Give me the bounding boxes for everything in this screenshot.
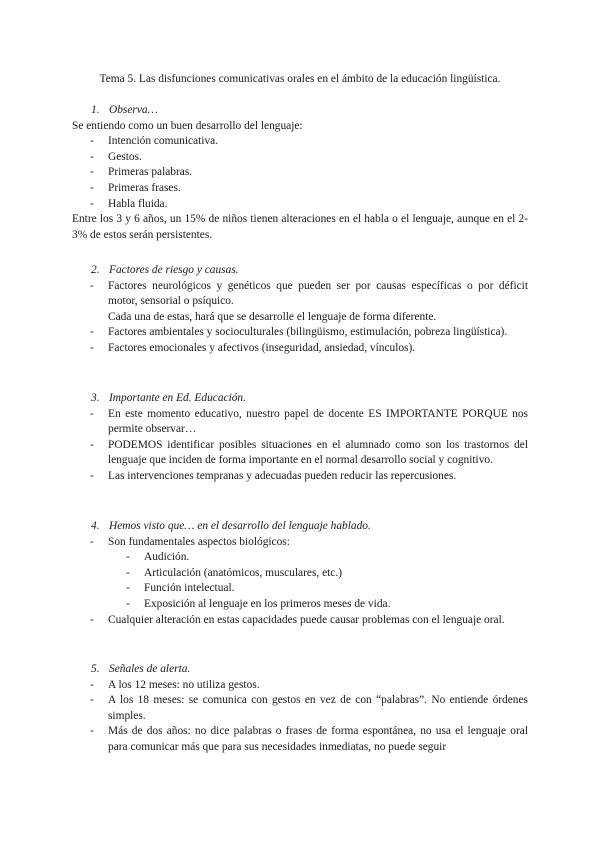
- section-number: 3.: [91, 392, 100, 404]
- bullet-list: [72, 678, 528, 756]
- section-2: [72, 263, 528, 357]
- sub-bullet-list: [72, 550, 528, 612]
- section-number: 1.: [91, 104, 100, 116]
- section-3: [72, 391, 528, 485]
- list-item: - Intención comunicativa.: [72, 134, 528, 150]
- bullet-list: [72, 407, 528, 485]
- bullet-list: [72, 535, 528, 551]
- page-title: Tema 5. Las disfunciones comunicativas orales en el ámbito de la educación lingüística.: [99, 73, 501, 85]
- section-heading: [72, 391, 528, 407]
- section-heading: [72, 519, 528, 535]
- section-number: 5.: [91, 663, 100, 675]
- bullet-list: [72, 134, 528, 212]
- section-heading: [72, 263, 528, 279]
- list-item: - Factores ambientales y socioculturales (bilingüismo, estimulación, pobreza lingüística).: [72, 325, 528, 341]
- section-number: 4.: [91, 520, 100, 532]
- list-item: - Gestos.: [72, 150, 528, 166]
- list-item: - Cualquier alteración en estas capacidades puede causar problemas con el lenguaje oral.: [72, 613, 528, 629]
- section-intro: Se entiendo como un buen desarrollo del lenguaje:: [72, 119, 303, 132]
- list-item: - Habla fluida.: [72, 197, 528, 213]
- list-item: - Primeras frases.: [72, 181, 528, 197]
- list-item: - En este momento educativo, nuestro papel de docente ES IMPORTANTE PORQUE nos permite observar…: [72, 407, 528, 438]
- list-item-text: - Factores neurológicos y genéticos que pueden ser por causas específicas o por déficit motor, sensorial o psíquico.: [108, 279, 528, 308]
- list-item: - Primeras palabras.: [72, 165, 528, 181]
- section-heading: [72, 103, 528, 119]
- list-item-text: - Son fundamentales aspectos biológicos:: [108, 535, 290, 548]
- section-title: Importante en Ed. Educación.: [109, 392, 246, 404]
- section-5: [72, 662, 528, 756]
- section-title: Factores de riesgo y causas.: [109, 264, 239, 276]
- sub-list-item: - Audición.: [72, 550, 528, 566]
- section-number: 2.: [91, 264, 100, 276]
- bullet-list: [72, 279, 528, 357]
- section-title: Observa…: [109, 104, 158, 116]
- list-item: - A los 18 meses: se comunica con gestos en vez de con “palabras”. No entiende órdenes simples.: [72, 693, 528, 724]
- list-item: - A los 12 meses: no utiliza gestos.: [72, 678, 528, 694]
- list-item-continuation: Cada una de estas, hará que se desarrolle el lenguaje de forma diferente.: [108, 310, 437, 323]
- sub-list-item: - Exposición al lenguaje en los primeros meses de vida.: [72, 597, 528, 613]
- bullet-list: [72, 613, 528, 629]
- section-title: Señales de alerta.: [109, 663, 191, 675]
- sub-list-item: - Articulación (anatómicos, musculares, etc.): [72, 566, 528, 582]
- list-item: - Las intervenciones tempranas y adecuadas pueden reducir las repercusiones.: [72, 469, 528, 485]
- section-4: [72, 519, 528, 628]
- list-item: [72, 535, 528, 551]
- list-item: [72, 279, 528, 326]
- section-1: [72, 103, 528, 243]
- sub-list-item: - Función intelectual.: [72, 581, 528, 597]
- list-item: - Factores emocionales y afectivos (inseguridad, ansiedad, vínculos).: [72, 341, 528, 357]
- section-title: Hemos visto que… en el desarrollo del lenguaje hablado.: [109, 520, 371, 532]
- list-item: - PODEMOS identificar posibles situaciones en el alumnado como son los trastornos del lenguaje que inciden de forma importante en el normal desarrollo social y cognitivo.: [72, 438, 528, 469]
- section-heading: [72, 662, 528, 678]
- section-outro: Entre los 3 y 6 años, un 15% de niños tienen alteraciones en el habla o el lenguaje, aunque en el 2-3% de estos serán persistentes.: [72, 213, 528, 241]
- list-item: - Más de dos años: no dice palabras o frases de forma espontánea, no usa el lenguaje oral para comunicar más que para sus necesidades inmediatas, no puede seguir: [72, 724, 528, 755]
